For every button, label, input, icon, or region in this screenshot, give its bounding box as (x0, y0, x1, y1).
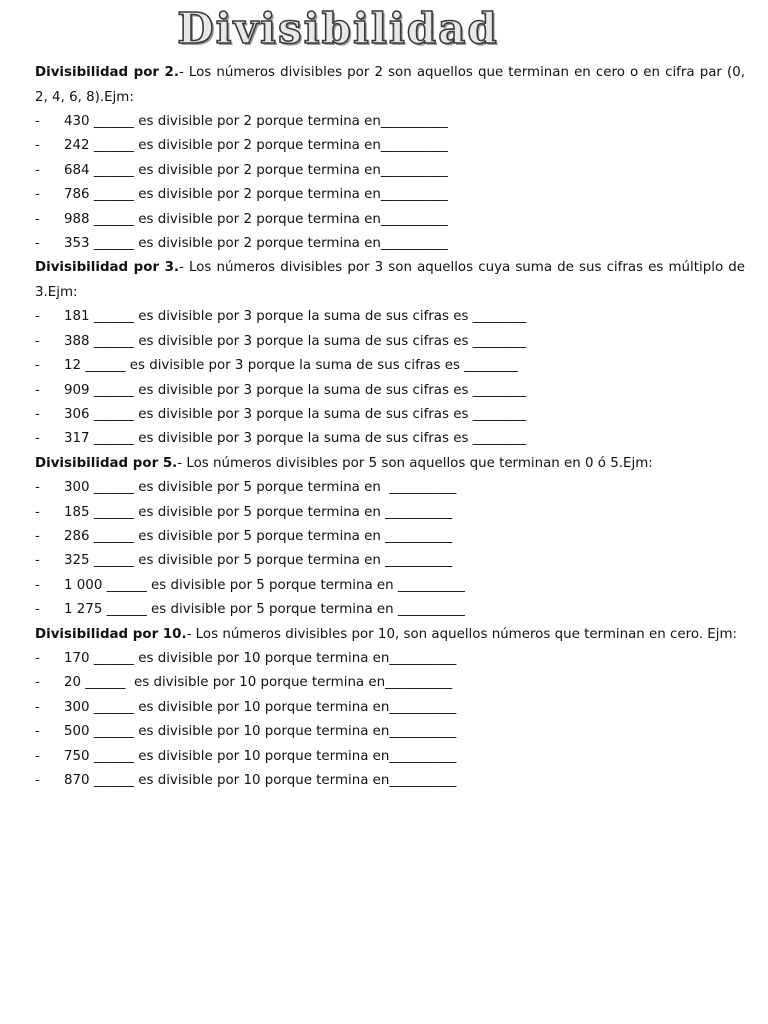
exercise-item (35, 403, 745, 427)
bullet-dash: - (35, 699, 40, 715)
bullet-dash: - (35, 358, 40, 374)
bullet-dash: - (35, 211, 40, 227)
exercise-text: 909 ______ es divisible por 3 porque la suma de sus cifras es ________ (64, 382, 527, 398)
section-description: - Los números divisibles por 3 son aquellos cuya suma de sus cifras es múltiplo de 3.Ejm: (35, 260, 745, 300)
exercise-text: 388 ______ es divisible por 3 porque la suma de sus cifras es ________ (64, 333, 527, 349)
exercise-item (35, 671, 745, 695)
bullet-dash: - (35, 577, 40, 593)
exercise-item (35, 476, 745, 500)
exercise-text: 325 ______ es divisible por 5 porque termina en __________ (64, 553, 453, 569)
exercise-text: 870 ______ es divisible por 10 porque termina en__________ (64, 772, 457, 788)
section-description: - Los números divisibles por 10, son aquellos números que terminan en cero. Ejm: (186, 626, 738, 642)
section-divisibility-2 (35, 61, 745, 256)
bullet-dash: - (35, 528, 40, 544)
title-container (0, 4, 676, 54)
worksheet-content (35, 61, 745, 793)
bullet-dash: - (35, 651, 40, 667)
exercise-item (35, 110, 745, 134)
exercise-item (35, 745, 745, 769)
exercise-item (35, 379, 745, 403)
bullet-dash: - (35, 553, 40, 569)
exercise-text: 500 ______ es divisible por 10 porque termina en__________ (64, 724, 457, 740)
bullet-dash: - (35, 602, 40, 618)
bullet-dash: - (35, 235, 40, 251)
exercise-text: 20 ______ es divisible por 10 porque termina en__________ (64, 675, 453, 691)
exercise-text: 786 ______ es divisible por 2 porque termina en__________ (64, 187, 448, 203)
section-divisibility-5 (35, 452, 745, 623)
section-heading: Divisibilidad por 5. (35, 455, 178, 471)
exercise-item (35, 159, 745, 183)
exercise-item (35, 305, 745, 329)
exercise-text: 181 ______ es divisible por 3 porque la suma de sus cifras es ________ (64, 309, 527, 325)
section-intro (35, 623, 745, 648)
bullet-dash: - (35, 772, 40, 788)
exercise-text: 185 ______ es divisible por 5 porque termina en __________ (64, 504, 453, 520)
exercise-item (35, 647, 745, 671)
section-description: - Los números divisibles por 5 son aquellos que terminan en 0 ó 5.Ejm: (177, 455, 653, 471)
exercise-text: 317 ______ es divisible por 3 porque la suma de sus cifras es ________ (64, 431, 527, 447)
bullet-dash: - (35, 675, 40, 691)
exercise-text: 684 ______ es divisible por 2 porque termina en__________ (64, 162, 448, 178)
exercise-text: 300 ______ es divisible por 10 porque termina en__________ (64, 699, 457, 715)
exercise-item (35, 183, 745, 207)
page-title: Divisibilidad (177, 4, 499, 53)
exercise-item (35, 720, 745, 744)
exercise-item (35, 525, 745, 549)
exercise-item (35, 208, 745, 232)
exercise-text: 1 000 ______ es divisible por 5 porque termina en __________ (64, 577, 465, 593)
section-description: - Los números divisibles por 2 son aquellos que terminan en cero o en cifra par (0, 2, 4, 6, 8).Ejm: (35, 65, 745, 105)
exercise-text: 988 ______ es divisible por 2 porque termina en__________ (64, 211, 448, 227)
bullet-dash: - (35, 748, 40, 764)
exercise-item (35, 354, 745, 378)
exercise-item (35, 598, 745, 622)
exercise-text: 300 ______ es divisible por 5 porque termina en __________ (64, 480, 457, 496)
section-intro (35, 452, 745, 477)
exercise-text: 353 ______ es divisible por 2 porque termina en__________ (64, 235, 448, 251)
section-heading: Divisibilidad por 2. (35, 65, 179, 80)
section-divisibility-10 (35, 623, 745, 794)
bullet-dash: - (35, 114, 40, 129)
bullet-dash: - (35, 162, 40, 178)
section-heading: Divisibilidad por 10. (35, 626, 187, 642)
bullet-dash: - (35, 480, 40, 496)
exercise-item (35, 501, 745, 525)
exercise-text: 750 ______ es divisible por 10 porque termina en__________ (64, 748, 457, 764)
exercise-item (35, 330, 745, 354)
bullet-dash: - (35, 406, 40, 422)
bullet-dash: - (35, 138, 40, 154)
section-heading: Divisibilidad por 3. (35, 260, 179, 276)
exercise-item (35, 696, 745, 720)
section-divisibility-3 (35, 256, 745, 451)
bullet-dash: - (35, 309, 40, 325)
bullet-dash: - (35, 187, 40, 203)
exercise-text: 430 ______ es divisible por 2 porque termina en__________ (64, 114, 448, 129)
exercise-item (35, 574, 745, 598)
exercise-item (35, 549, 745, 573)
exercise-text: 242 ______ es divisible por 2 porque termina en__________ (64, 138, 448, 154)
exercise-text: 12 ______ es divisible por 3 porque la suma de sus cifras es ________ (64, 358, 518, 374)
exercise-item (35, 769, 745, 793)
bullet-dash: - (35, 431, 40, 447)
bullet-dash: - (35, 333, 40, 349)
exercise-text: 286 ______ es divisible por 5 porque termina en __________ (64, 528, 453, 544)
bullet-dash: - (35, 382, 40, 398)
section-intro (35, 256, 745, 305)
exercise-text: 306 ______ es divisible por 3 porque la suma de sus cifras es ________ (64, 406, 527, 422)
bullet-dash: - (35, 724, 40, 740)
exercise-item (35, 232, 745, 256)
exercise-item (35, 134, 745, 158)
bullet-dash: - (35, 504, 40, 520)
section-intro (35, 61, 745, 110)
exercise-text: 170 ______ es divisible por 10 porque termina en__________ (64, 651, 457, 667)
exercise-item (35, 427, 745, 451)
exercise-text: 1 275 ______ es divisible por 5 porque termina en __________ (64, 602, 465, 618)
